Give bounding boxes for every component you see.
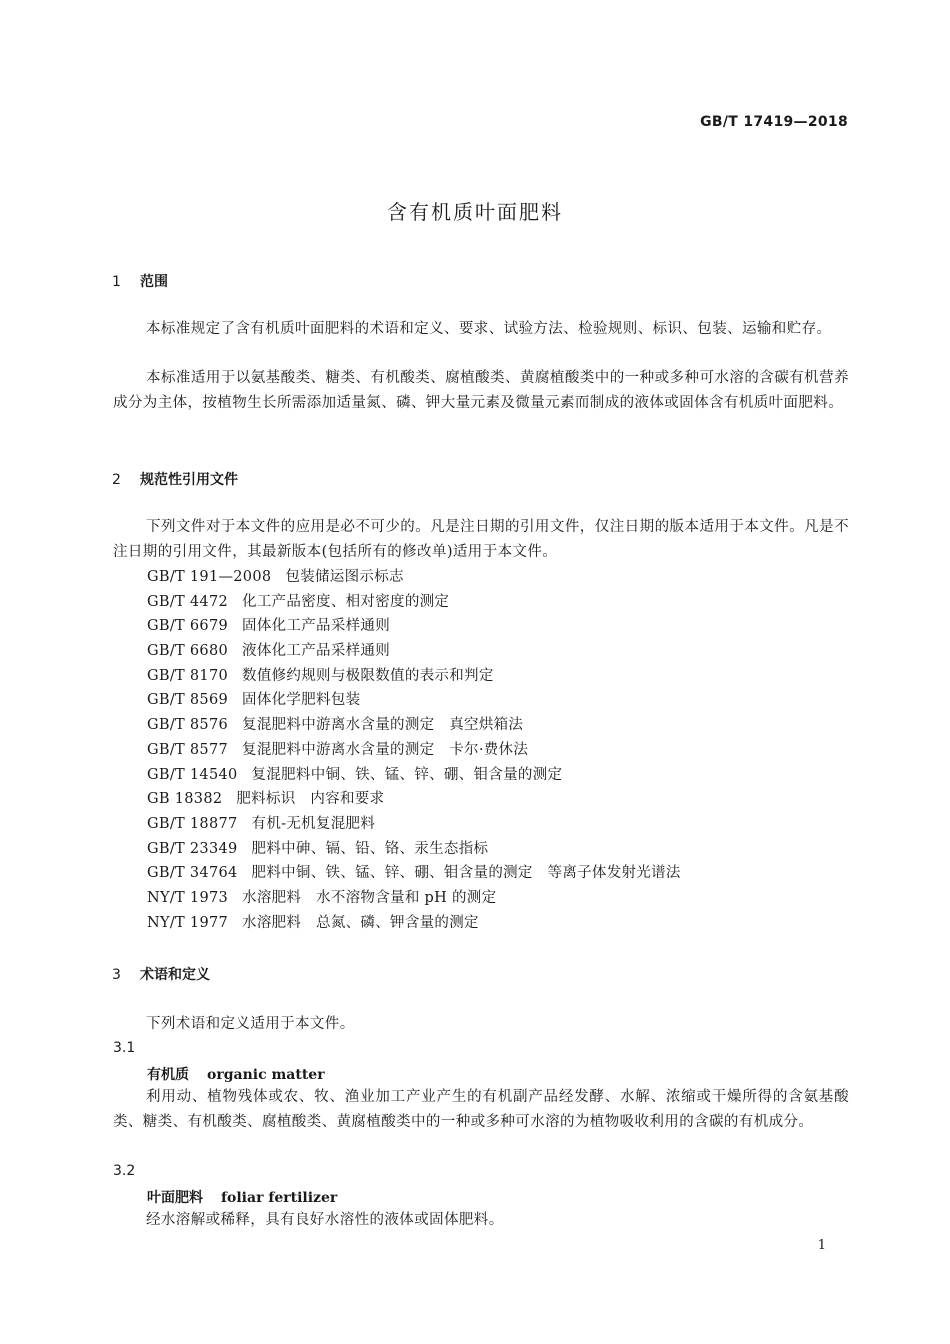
term-heading <box>147 1187 337 1207</box>
scope-paragraph-1: 本标准规定了含有机质叶面肥料的术语和定义、要求、试验方法、检验规则、标识、包装、运输和贮存。 <box>146 321 832 337</box>
ref-title: 化工产品密度、相对密度的测定 <box>242 593 450 610</box>
list-item <box>147 664 681 689</box>
list-item <box>147 763 681 788</box>
list-item <box>147 886 681 911</box>
ref-title: 复混肥料中游离水含量的测定 卡尔·费休法 <box>242 741 529 758</box>
terms-intro: 下列术语和定义适用于本文件。 <box>146 1016 355 1032</box>
ref-title: 有机-无机复混肥料 <box>251 815 376 832</box>
clause-number: 3.1 <box>113 1040 136 1056</box>
ref-code: GB/T 34764 <box>147 865 238 882</box>
ref-title: 固体化学肥料包装 <box>242 692 361 709</box>
ref-title: 水溶肥料 总氮、磷、钾含量的测定 <box>242 914 479 931</box>
ref-code: GB/T 6679 <box>147 618 229 635</box>
ref-code: GB/T 18877 <box>147 815 238 832</box>
ref-code: GB/T 8577 <box>147 741 229 758</box>
ref-code: NY/T 1973 <box>147 889 229 906</box>
term-zh: 叶面肥料 <box>147 1190 203 1206</box>
ref-code: GB 18382 <box>147 791 223 808</box>
ref-code: GB/T 8576 <box>147 717 229 734</box>
list-item <box>147 713 681 738</box>
term-definition: 利用动、植物残体或农、牧、渔业加工产业产生的有机副产品经发酵、水解、浓缩或干燥所得的含氨基酸类、糖类、有机酸类、腐植酸类、黄腐植酸类中的一种或多种可水溶的为植物吸收利用的含碳的有机成分。 <box>113 1089 849 1130</box>
term-heading <box>147 1064 325 1084</box>
section-heading-scope <box>112 271 168 291</box>
list-item <box>147 688 681 713</box>
ref-title: 固体化工产品采样通则 <box>242 618 391 635</box>
term-zh: 有机质 <box>147 1067 189 1083</box>
ref-title: 复混肥料中铜、铁、锰、锌、硼、钼含量的测定 <box>251 766 563 783</box>
ref-code: GB/T 191—2008 <box>147 569 272 585</box>
ref-code: GB/T 8569 <box>147 692 229 709</box>
list-item <box>147 738 681 763</box>
ref-code: GB/T 14540 <box>147 766 238 783</box>
list-item <box>147 565 681 590</box>
list-item <box>147 614 681 639</box>
section-title: 规范性引用文件 <box>140 472 238 488</box>
ref-code: GB/T 4472 <box>147 593 229 610</box>
ref-title: 液体化工产品采样通则 <box>242 643 391 660</box>
ref-code: GB/T 6680 <box>147 643 229 660</box>
term-en: organic matter <box>207 1067 325 1083</box>
section-heading-terms <box>112 964 210 984</box>
section-title: 范围 <box>140 274 168 290</box>
list-item <box>147 911 681 936</box>
ref-title: 数值修约规则与极限数值的表示和判定 <box>242 667 494 684</box>
ref-title: 复混肥料中游离水含量的测定 真空烘箱法 <box>242 717 524 734</box>
list-item <box>147 639 681 664</box>
ref-code: NY/T 1977 <box>147 914 229 931</box>
ref-code: GB/T 23349 <box>147 840 238 857</box>
scope-paragraph-2: 本标准适用于以氨基酸类、糖类、有机酸类、腐植酸类、黄腐植酸类中的一种或多种可水溶的含碳有机营养成分为主体，按植物生长所需添加适量氮、磷、钾大量元素及微量元素而制成的液体或固体含有机质叶面肥料。 <box>113 370 849 411</box>
list-item <box>147 837 681 862</box>
section-title: 术语和定义 <box>140 967 210 983</box>
ref-title: 肥料中铜、铁、锰、锌、硼、钼含量的测定 等离子体发射光谱法 <box>251 865 681 882</box>
document-title: 含有机质叶面肥料 <box>387 200 563 224</box>
list-item <box>147 590 681 615</box>
list-item <box>147 861 681 886</box>
reference-list <box>147 565 681 935</box>
list-item <box>147 787 681 812</box>
section-number: 2 <box>112 472 121 488</box>
page-number: 1 <box>817 1238 826 1253</box>
section-number: 1 <box>112 274 121 290</box>
normative-intro: 下列文件对于本文件的应用是必不可少的。凡是注日期的引用文件，仅注日期的版本适用于本文件。凡是不注日期的引用文件，其最新版本(包括所有的修改单)适用于本文件。 <box>113 519 849 560</box>
ref-title: 水溶肥料 水不溶物含量和 pH 的测定 <box>242 889 497 906</box>
standard-code: GB/T 17419—2018 <box>700 114 848 130</box>
list-item <box>147 812 681 837</box>
ref-title: 包装储运图示标志 <box>285 569 404 585</box>
ref-code: GB/T 8170 <box>147 667 229 684</box>
section-heading-normative <box>112 469 238 489</box>
clause-number: 3.2 <box>113 1163 136 1179</box>
term-definition: 经水溶解或稀释，具有良好水溶性的液体或固体肥料。 <box>146 1212 504 1228</box>
ref-title: 肥料标识 内容和要求 <box>236 791 385 808</box>
ref-title: 肥料中砷、镉、铅、铬、汞生态指标 <box>251 840 489 857</box>
term-en: foliar fertilizer <box>221 1190 338 1206</box>
section-number: 3 <box>112 967 121 983</box>
